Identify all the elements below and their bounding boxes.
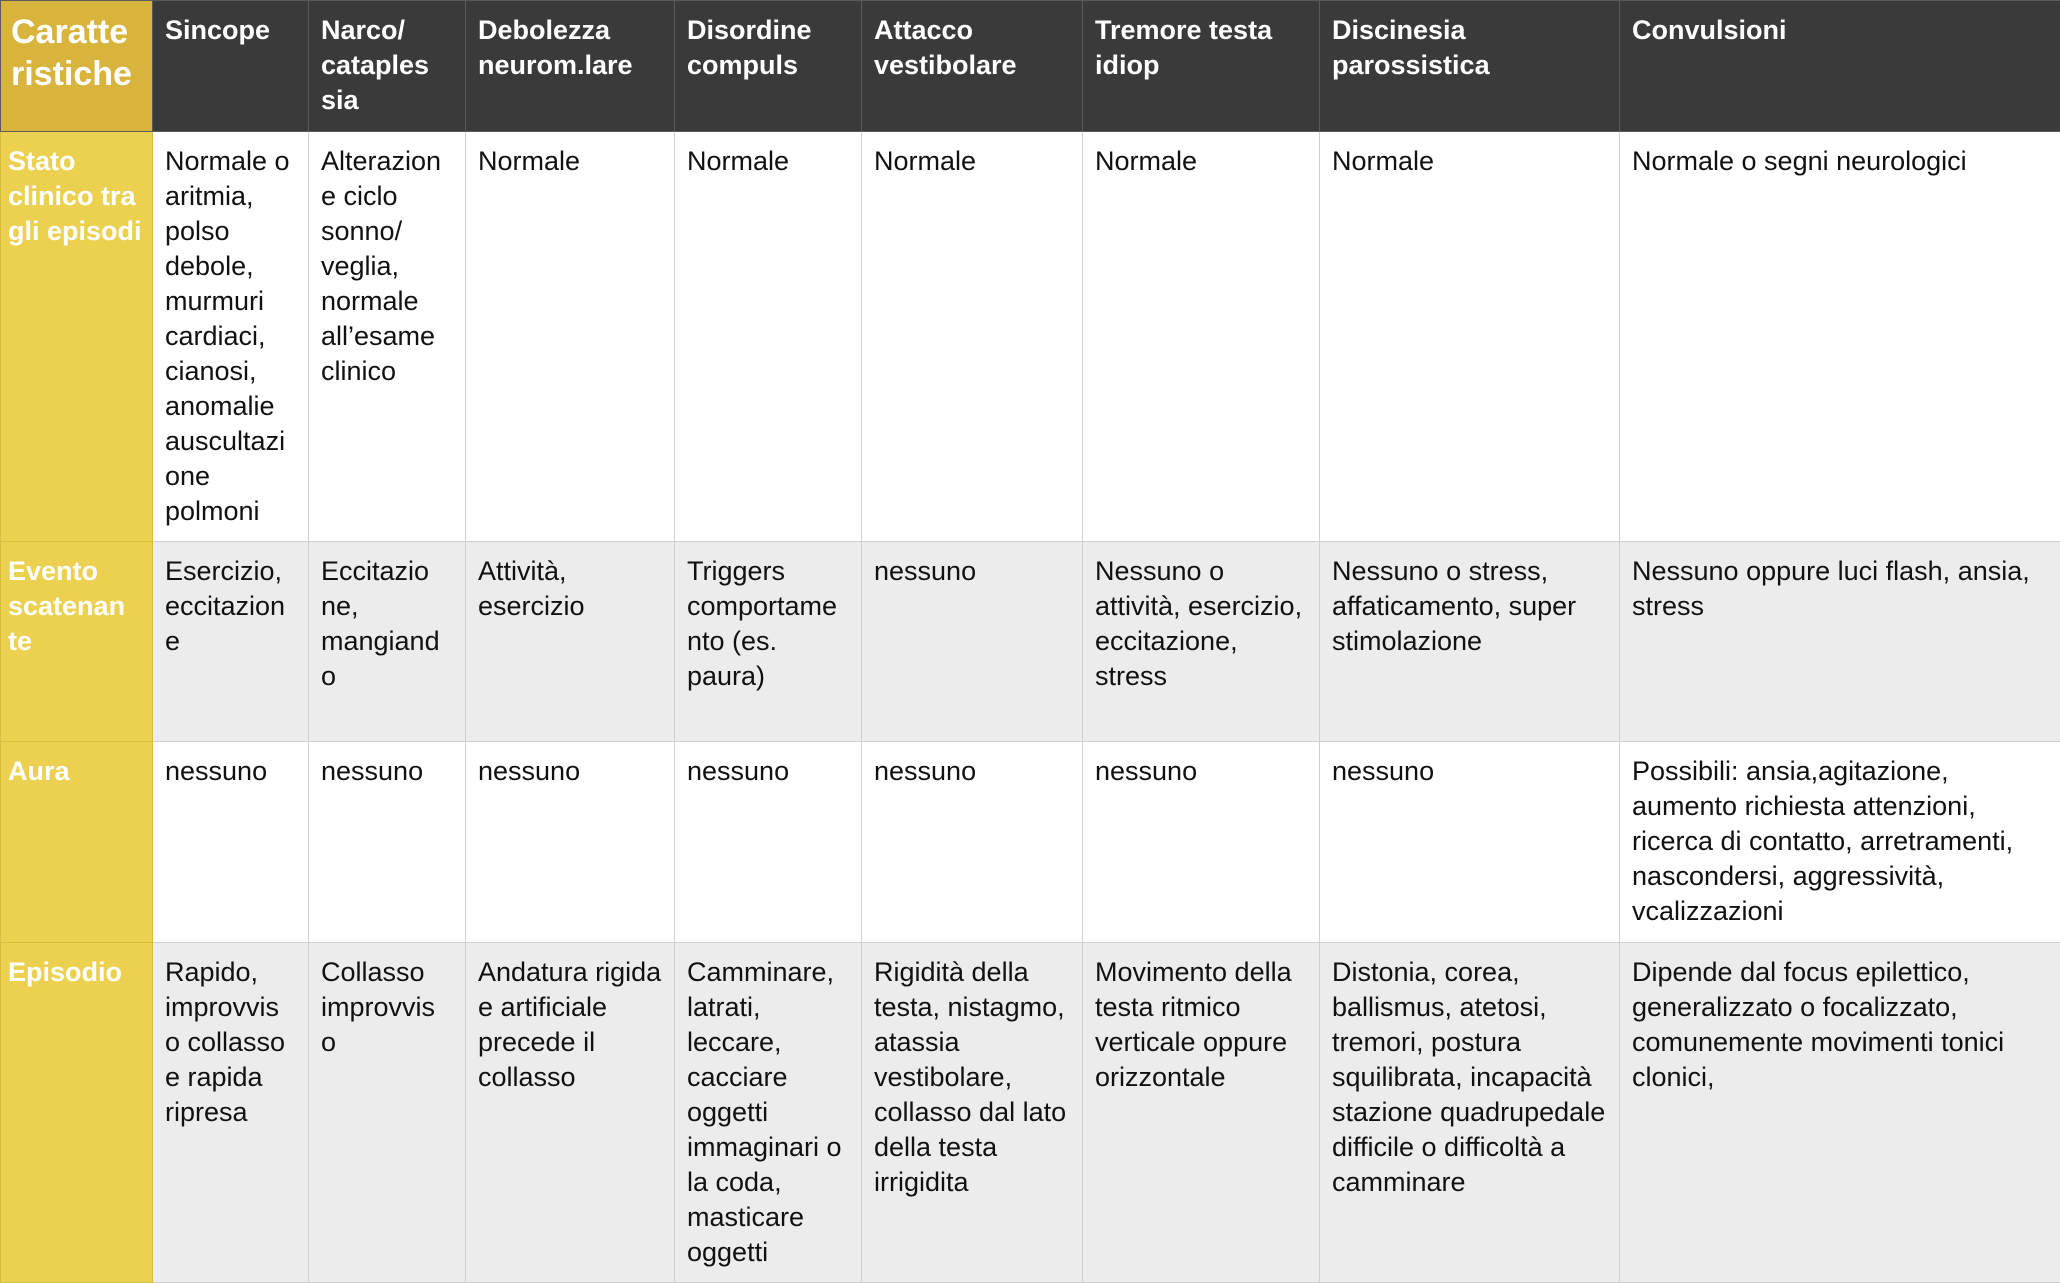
table-cell: nessuno	[675, 742, 862, 943]
table-row	[1, 742, 2060, 943]
table-cell: Attività, esercizio	[466, 542, 675, 742]
row-label: Evento scatenan te	[1, 542, 153, 742]
table-row	[1, 542, 2060, 742]
column-header: Convulsioni	[1620, 1, 2060, 132]
table-cell: Rapido, improvvis o collasso e rapida ripresa	[153, 943, 309, 1283]
table-cell: Andatura rigida e artificiale precede il collasso	[466, 943, 675, 1283]
row-label: Episodio	[1, 943, 153, 1283]
column-header: Discinesia parossistica	[1320, 1, 1620, 132]
column-header: Narco/ cataples sia	[309, 1, 466, 132]
table-cell: nessuno	[1083, 742, 1320, 943]
table-cell: Rigidità della testa, nistagmo, atassia vestibolare, collasso dal lato della testa irrigidita	[862, 943, 1083, 1283]
table-row	[1, 132, 2060, 542]
column-header: Debolezza neurom.lare	[466, 1, 675, 132]
column-header: Tremore testa idiop	[1083, 1, 1320, 132]
table-cell: nessuno	[153, 742, 309, 943]
table-cell: nessuno	[309, 742, 466, 943]
table-cell: Dipende dal focus epilettico, generalizzato o focalizzato, comunemente movimenti tonici clonici,	[1620, 943, 2060, 1283]
header-row	[1, 1, 2060, 132]
table-cell: Eccitazio ne, mangiand o	[309, 542, 466, 742]
table-cell: Nessuno o stress, affaticamento, super stimolazione	[1320, 542, 1620, 742]
table-cell: Triggers comportame nto (es. paura)	[675, 542, 862, 742]
table-cell: Normale	[675, 132, 862, 542]
table-cell: Alterazion e ciclo sonno/ veglia, normale all’esame clinico	[309, 132, 466, 542]
column-header: Disordine compuls	[675, 1, 862, 132]
table-cell: nessuno	[862, 742, 1083, 943]
table-cell: nessuno	[1320, 742, 1620, 943]
table-cell: Normale o aritmia, polso debole, murmuri cardiaci, cianosi, anomalie auscultazi one polmoni	[153, 132, 309, 542]
table-cell: Normale	[1083, 132, 1320, 542]
table-cell: Normale	[862, 132, 1083, 542]
table-cell: Movimento della testa ritmico verticale oppure orizzontale	[1083, 943, 1320, 1283]
corner-header: Caratte ristiche	[1, 1, 153, 132]
table-cell: Normale o segni neurologici	[1620, 132, 2060, 542]
table-cell: Normale	[1320, 132, 1620, 542]
table-cell: Nessuno o attività, esercizio, eccitazione, stress	[1083, 542, 1320, 742]
table-cell: nessuno	[862, 542, 1083, 742]
table-cell: Possibili: ansia,agitazione, aumento richiesta attenzioni, ricerca di contatto, arretramenti, nascondersi, aggressività, vcalizzazioni	[1620, 742, 2060, 943]
table-cell: Nessuno oppure luci flash, ansia, stress	[1620, 542, 2060, 742]
row-label: Aura	[1, 742, 153, 943]
table-cell: nessuno	[466, 742, 675, 943]
column-header: Attacco vestibolare	[862, 1, 1083, 132]
row-label: Stato clinico tra gli episodi	[1, 132, 153, 542]
column-header: Sincope	[153, 1, 309, 132]
table-cell: Collasso improvvis o	[309, 943, 466, 1283]
table-cell: Camminare, latrati, leccare, cacciare oggetti immaginari o la coda, masticare oggetti	[675, 943, 862, 1283]
table-cell: Normale	[466, 132, 675, 542]
table-row	[1, 943, 2060, 1283]
table-cell: Distonia, corea, ballismus, atetosi, tremori, postura squilibrata, incapacità stazione quadrupedale difficile o difficoltà a camminare	[1320, 943, 1620, 1283]
table-cell: Esercizio, eccitazion e	[153, 542, 309, 742]
